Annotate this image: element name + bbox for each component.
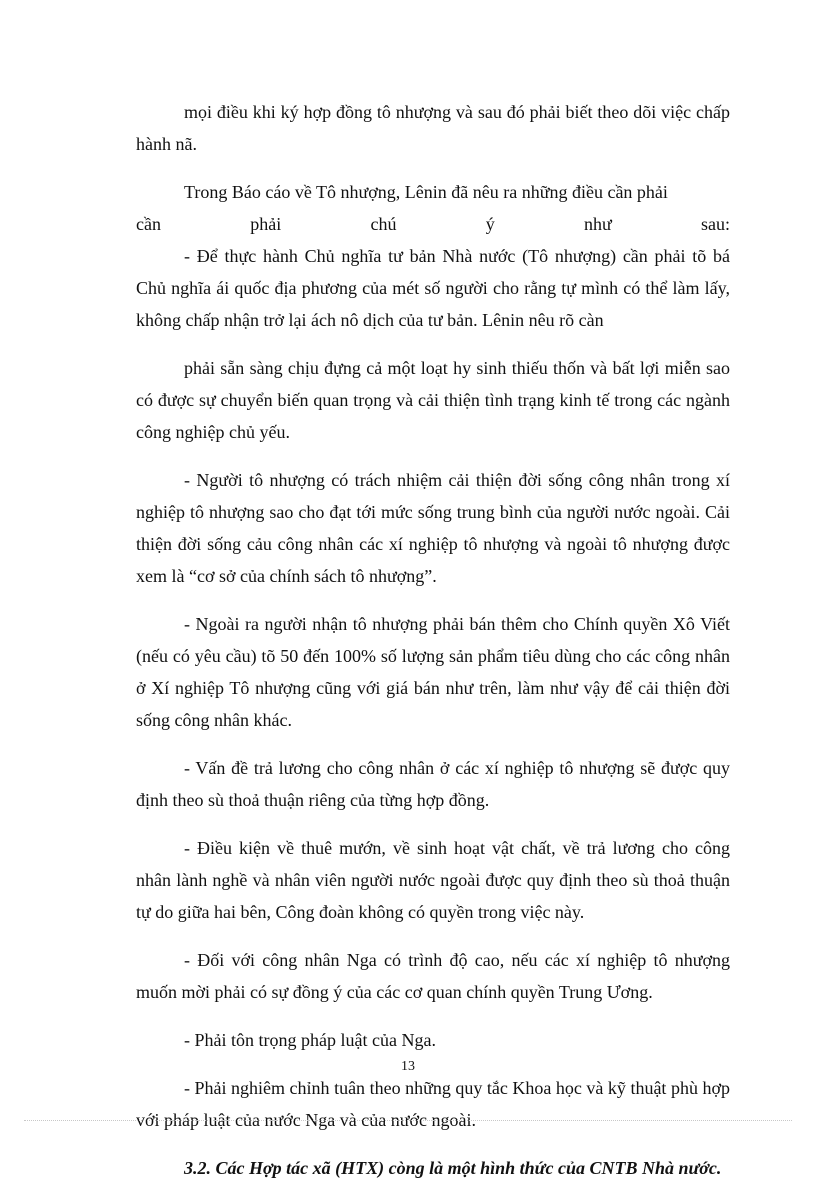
paragraph-item-russian-workers: - Đối với công nhân Nga có trình độ cao, nếu các xí nghiệp tô nhượng muốn mời phải có sự đồng ý của các cơ quan chính quyền Trung Ương.: [136, 950, 730, 1002]
paragraph-item-hiring-conditions: - Điều kiện về thuê mướn, về sinh hoạt vật chất, về trả lương cho công nhân lành nghề và nhân viên người nước ngoài được quy định theo sù thoả thuận tự do giữa hai bên, Công đoàn không có quyền trong việc này.: [136, 838, 730, 922]
paragraph-item-living-standard: - Người tô nhượng có trách nhiệm cải thiện đời sống công nhân trong xí nghiệp tô nhượng sao cho đạt tới mức sống trung bình của người nước ngoài. Cải thiện đời sống cảu công nhân các xí nghiệp tô nhượng và ngoài tô nhượng được xem là “cơ sở của chính sách tô nhượng”.: [136, 470, 730, 586]
paragraph-item-sell-products: - Ngoài ra người nhận tô nhượng phải bán thêm cho Chính quyền Xô Viết (nếu có yêu cầu) tõ 50 đến 100% số lượng sản phẩm tiêu dùng cho các công nhân ở Xí nghiệp Tô nhượng cũng với giá bán như trên, làm như vậy để cải thiện đời sống công nhân khác.: [136, 614, 730, 730]
paragraph-line: Trong Báo cáo về Tô nhượng, Lênin đã nêu ra những điều cần phải: [184, 182, 668, 202]
paragraph-item-state-capitalism: - Để thực hành Chủ nghĩa tư bản Nhà nước (Tô nhượng) cần phải tõ bá Chủ nghĩa ái quốc địa phương của mét số người cho rằng tự mình có thể làm lấy, không chấp nhận trở lại ách nô dịch của tư bản. Lênin nêu rõ càn: [136, 246, 730, 330]
paragraph-text: mọi điều khi ký hợp đồng tô nhượng và sau đó phải biết theo dõi việc chấp hành nã.: [136, 102, 730, 154]
paragraph-continuation: [136, 96, 730, 160]
page-bottom-divider: [24, 1120, 792, 1121]
paragraph-report-intro: [136, 176, 730, 240]
paragraph-sacrifice: [136, 352, 730, 448]
paragraph-item-wages: - Vấn đề trả lương cho công nhân ở các xí nghiệp tô nhượng sẽ được quy định theo sù thoả thuận riêng của từng hợp đồng.: [136, 758, 730, 810]
paragraph-item-respect-law: - Phải tôn trọng pháp luật của Nga.: [184, 1030, 436, 1050]
paragraph-spread-line: cần phải chú ý như sau:: [136, 214, 730, 234]
section-heading: 3.2. Các Hợp tác xã (HTX) còng là một hình thức của CNTB Nhà nước.: [184, 1158, 722, 1178]
paragraph-item-technical-rules: - Phải nghiêm chỉnh tuân theo những quy tắc Khoa học và kỹ thuật phù hợp với pháp luật của nước Nga và của nước ngoài.: [136, 1078, 730, 1130]
document-page: [136, 96, 730, 1184]
paragraph-text: phải sẵn sàng chịu đựng cả một loạt hy sinh thiếu thốn và bất lợi miễn sao có được sự chuyển biến quan trọng và cải thiện tình trạng kinh tế trong các ngành công nghiệp chủ yếu.: [136, 358, 730, 442]
page-number: 13: [401, 1059, 415, 1074]
